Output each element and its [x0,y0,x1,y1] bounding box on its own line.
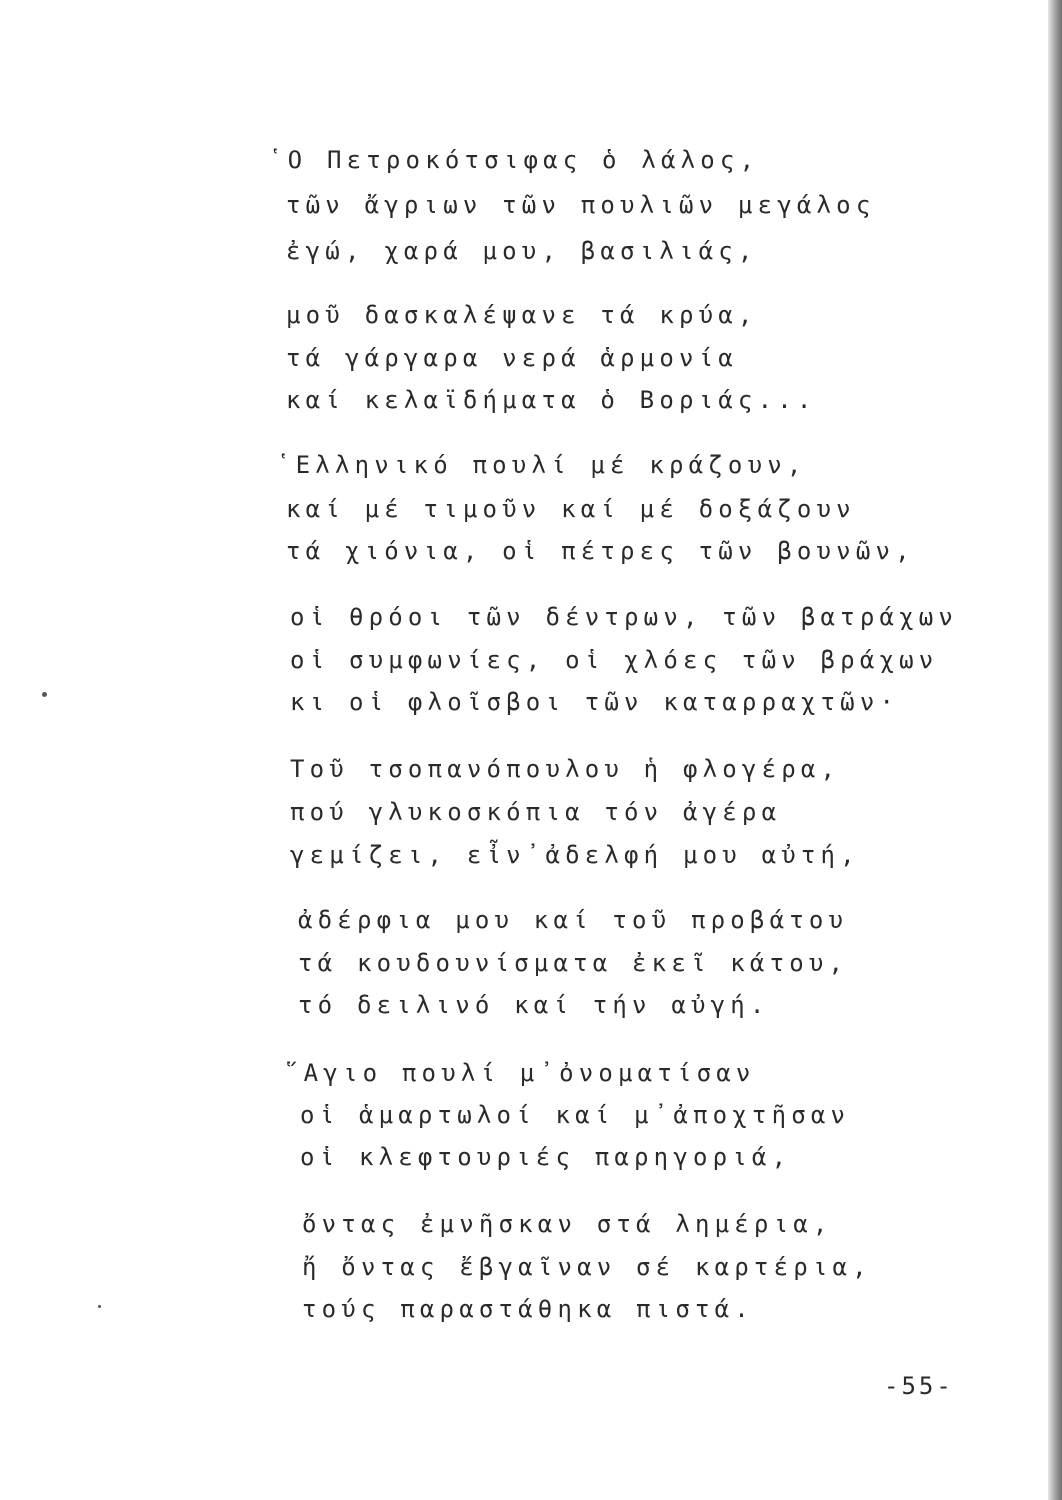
poem-line: ῾Ο Πετροκότσιφας ὁ λάλος, [268,146,760,174]
poem-line: ἀδέρφια μου καί τοῦ προβάτου [298,906,849,934]
poem-line: ὄντας ἐμνῆσκαν στά λημέρια, [302,1210,833,1238]
poem-line: τά γάργαρα νερά ἁρμονία [286,344,738,372]
poem-line: καί μέ τιμοῦν καί μέ δοξάζουν [286,495,856,523]
page-edge-shadow [1048,0,1062,1500]
poem-line: οἱ κλεφτουριές παρηγοριά, [300,1143,792,1171]
poem-line: τά κουδουνίσματα ἐκεῖ κάτου, [298,949,849,977]
poem-line: καί κελαϊδήματα ὁ Βοριάς... [286,386,817,414]
poem-line: τά χιόνια, οἱ πέτρες τῶν βουνῶν, [286,537,915,565]
poem-line: πού γλυκοσκόπια τόν ἀγέρα [290,798,782,826]
poem-line: τῶν ἄγριων τῶν πουλιῶν μεγάλος [286,191,876,219]
poem-line: Τοῦ τσοπανόπουλου ἡ φλογέρα, [290,755,841,783]
poem-line: ῾Ελληνικό πουλί μέ κράζουν, [276,451,807,479]
page-number: -55- [884,1372,954,1400]
poem-line: οἱ ἁμαρτωλοί καί μ᾿ἀποχτῆσαν [300,1101,851,1129]
poem-line: ἐγώ, χαρά μου, βασιλιάς, [286,237,758,265]
poem-line: ἤ ὄντας ἔβγαῖναν σέ καρτέρια, [302,1253,872,1281]
poem-line: κι οἱ φλοῖσβοι τῶν καταρραχτῶν· [290,688,900,716]
poem-line: οἱ συμφωνίες, οἱ χλόες τῶν βράχων [290,646,939,674]
poem-line: γεμίζει, εἶν᾿ἀδελφή μου αὐτή, [290,841,860,869]
poem-line: τούς παραστάθηκα πιστά. [302,1295,754,1323]
poem-line: ῞Αγιο πουλί μ᾿ὀνοματίσαν [284,1059,756,1087]
poem-line: οἱ θρόοι τῶν δέντρων, τῶν βατράχων [290,603,959,631]
poem-line: τό δειλινό καί τήν αὐγή. [298,991,770,1019]
poem-line: μοῦ δασκαλέψανε τά κρύα, [286,301,758,329]
